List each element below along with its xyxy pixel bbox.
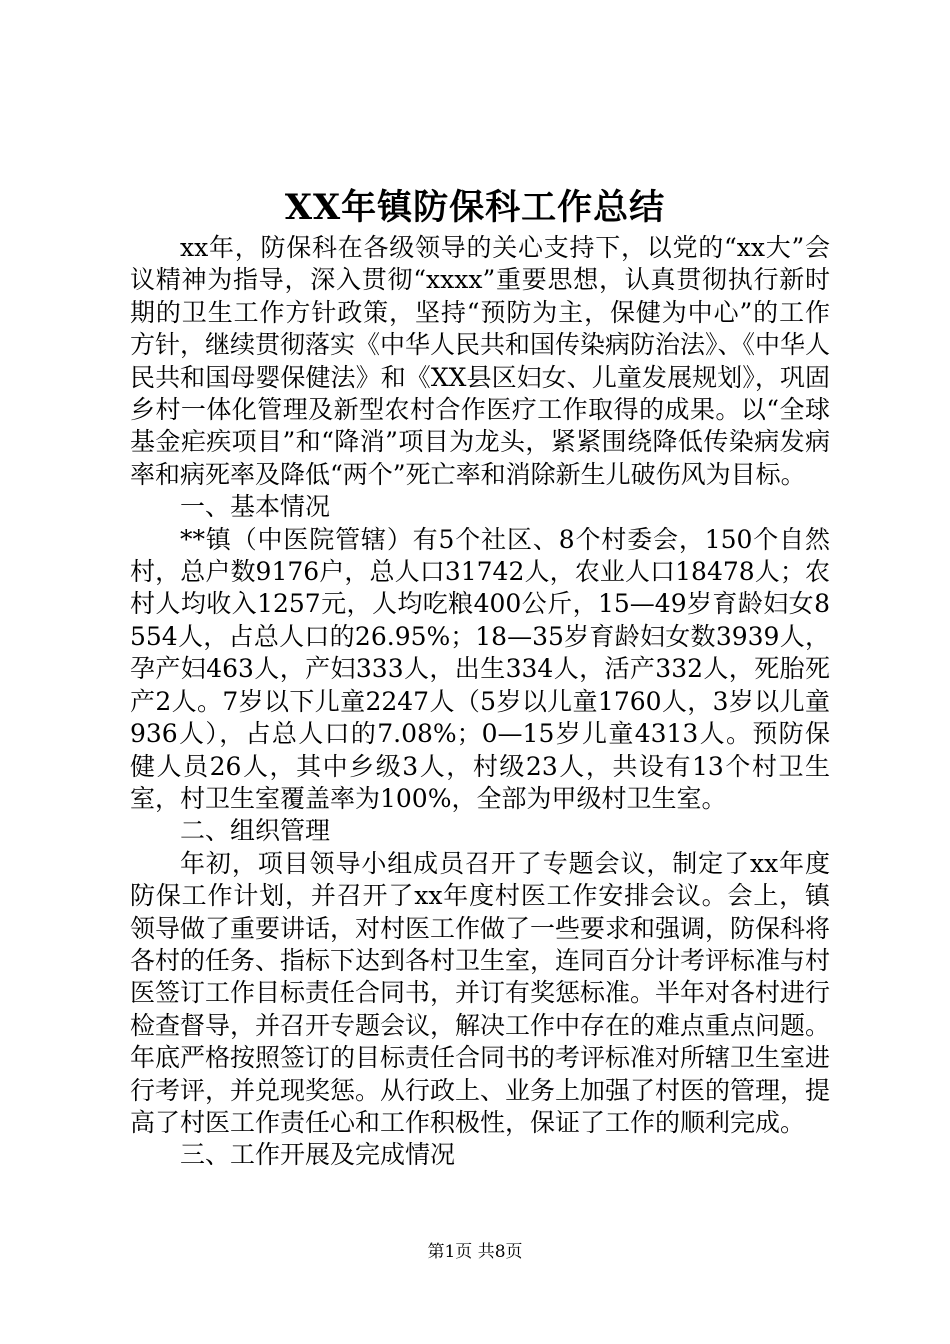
section-heading-organization: 二、组织管理 [180,816,331,846]
document-title: XX年镇防保科工作总结 [284,187,666,228]
basic-info-paragraph: **镇（中医院管辖）有5个社区、8个村委会，150个自然村，总户数9176户，总人口31742人，农业人口18478人；农村人均收入1257元，人均吃粮400公斤，15—49岁育龄妇女8554人，占总人口的26.95%；18—35岁育龄妇女数3939人，孕产妇463人，产妇333人，出生334人，活产332人，死胎死产2人。7岁以下儿童2247人（5岁以儿童1760人，3岁以儿童936人），占总人口的7.08%；0—15岁儿童4313人。预防保健人员26人，其中乡级3人，村级23人，共设有13个村卫生室，村卫生室覆盖率为100%，全部为甲级村卫生室。 [130,524,830,813]
document-body [130,232,830,1172]
organization-paragraph: 年初，项目领导小组成员召开了专题会议，制定了xx年度防保工作计划，并召开了xx年度村医工作安排会议。会上，镇领导做了重要讲话，对村医工作做了一些要求和强调，防保科将各村的任务、指标下达到各村卫生室，连同百分计考评标准与村医签订工作目标责任合同书，并订有奖惩标准。半年对各村进行检查督导，并召开专题会议，解决工作中存在的难点重点问题。年底严格按照签订的目标责任合同书的考评标准对所辖卫生室进行考评，并兑现奖惩。从行政上、业务上加强了村医的管理，提高了村医工作责任心和工作积极性，保证了工作的顺利完成。 [130,848,831,1137]
intro-paragraph: xx年，防保科在各级领导的关心支持下，以党的“xx大”会议精神为指导，深入贯彻“xxxx”重要思想，认真贯彻执行新时期的卫生工作方针政策，坚持“预防为主，保健为中心”的工作方针，继续贯彻落实《中华人民共和国传染病防治法》、《中华人民共和国母婴保健法》和《XX县区妇女、儿童发展规划》，巩固乡村一体化管理及新型农村合作医疗工作取得的成果。以“全球基金疟疾项目”和“降消”项目为龙头，紧紧围绕降低传染病发病率和病死率及降低“两个”死亡率和消除新生儿破伤风为目标。 [130,233,831,489]
section-heading-basic-info: 一、基本情况 [180,492,331,522]
section-heading-work-progress: 三、工作开展及完成情况 [180,1140,456,1170]
page-number-footer: 第1页 共8页 [427,1242,523,1262]
